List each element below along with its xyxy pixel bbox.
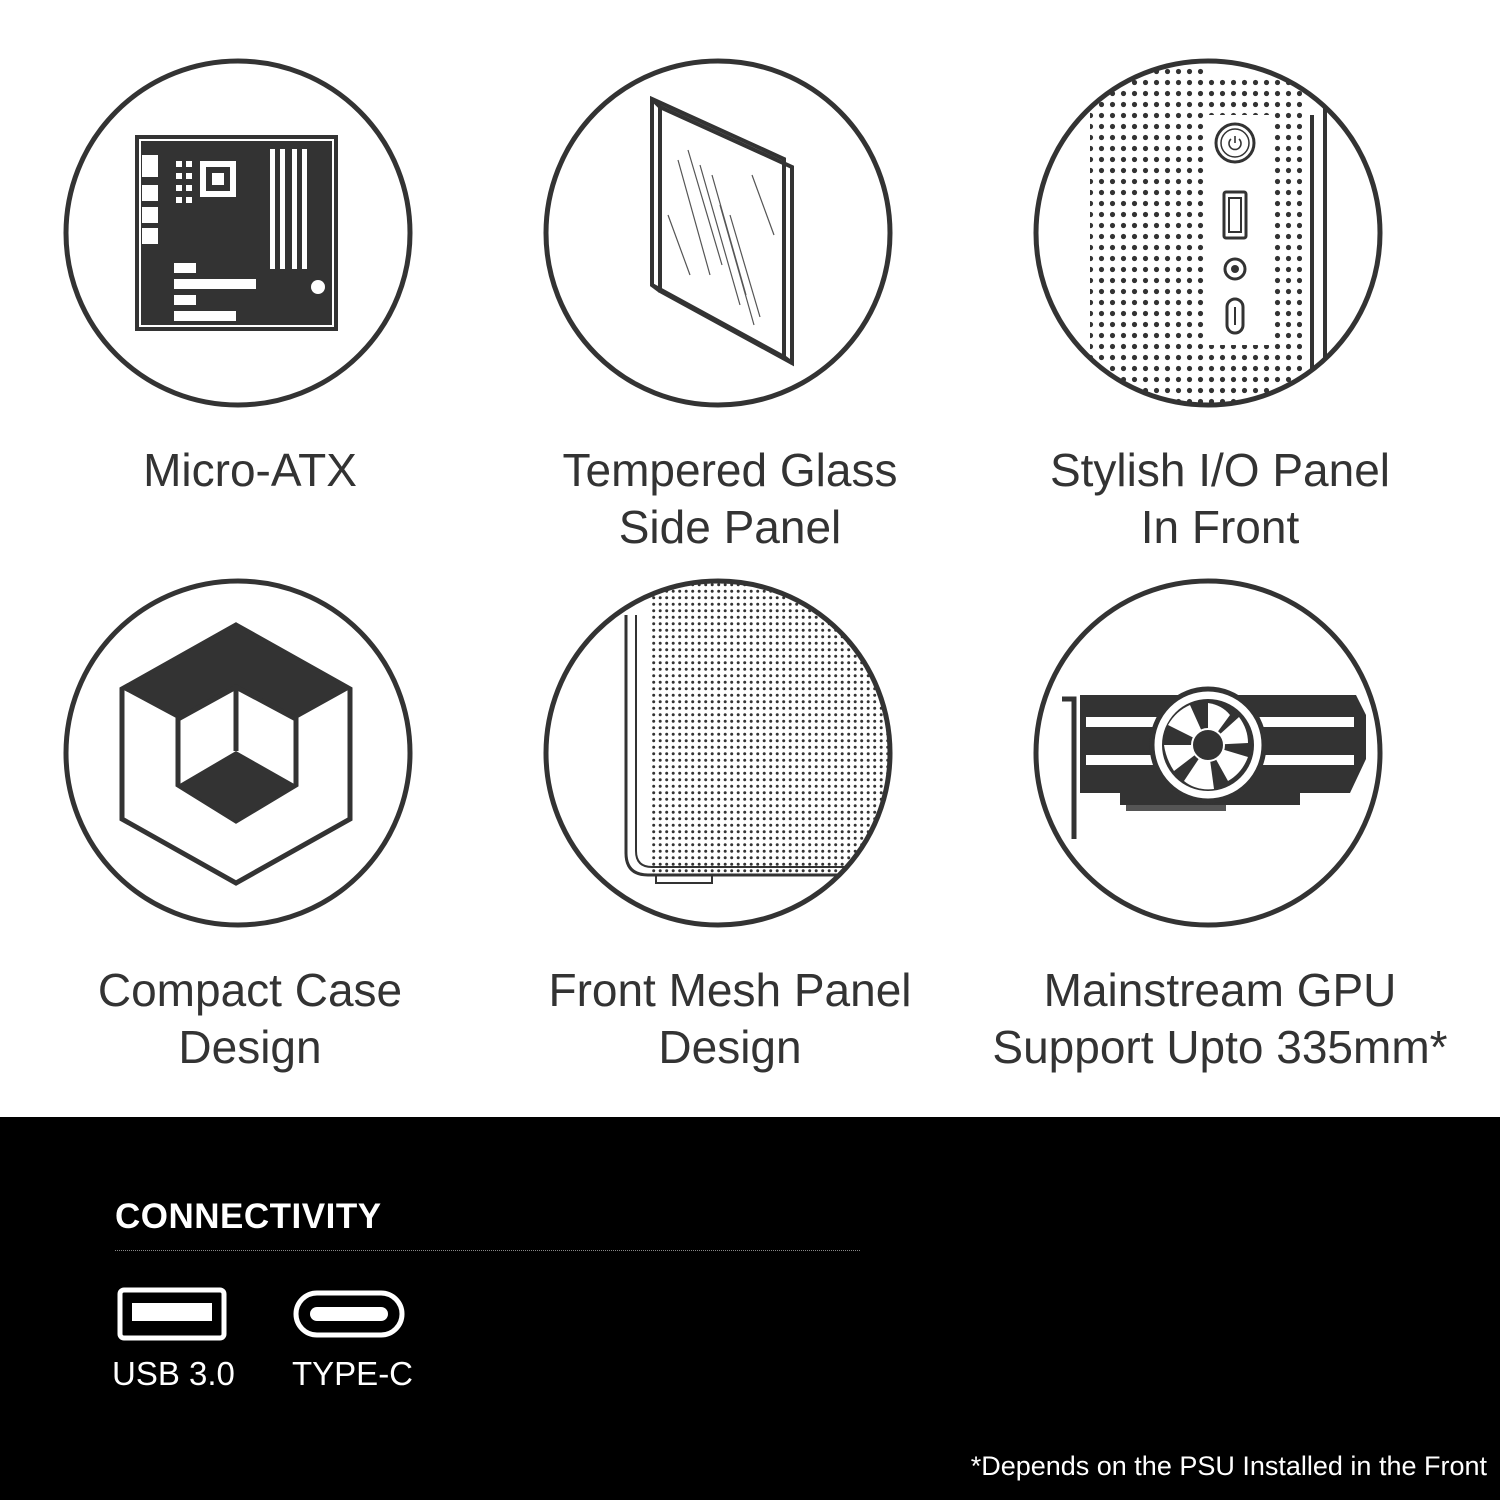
feature-label [970, 442, 1470, 556]
feature-label [0, 962, 500, 1076]
feature-label-line: Design [178, 1021, 322, 1073]
feature-label-line: In Front [1140, 501, 1300, 553]
feature-label-line: Stylish I/O Panel [1049, 444, 1391, 496]
io-panel-icon [1030, 55, 1386, 411]
connectivity-section [0, 1117, 1500, 1500]
feature-label-line: Mainstream GPU [1043, 964, 1397, 1016]
feature-label [0, 442, 500, 499]
gpu-icon [1030, 575, 1386, 931]
feature-label [480, 962, 980, 1076]
feature-label-line: Compact Case [97, 964, 403, 1016]
feature-label-line: Support Upto 335mm* [992, 1021, 1448, 1073]
connectivity-title: CONNECTIVITY [115, 1197, 382, 1236]
feature-label-line: Design [658, 1021, 802, 1073]
type-c-port-icon [292, 1287, 412, 1343]
connectivity-divider [115, 1250, 860, 1251]
feature-label-line: Side Panel [618, 501, 842, 553]
cube-icon [60, 575, 416, 931]
feature-label [480, 442, 980, 556]
glass-panel-icon [540, 55, 896, 411]
mesh-panel-icon [540, 575, 896, 931]
motherboard-icon [60, 55, 416, 411]
feature-label [970, 962, 1470, 1076]
feature-label-line: Tempered Glass [562, 444, 898, 496]
feature-label-line: Micro-ATX [143, 444, 357, 496]
footnote: *Depends on the PSU Installed in the Front [970, 1451, 1487, 1481]
port-label: USB 3.0 [112, 1355, 235, 1392]
feature-label-line: Front Mesh Panel [548, 964, 912, 1016]
usb-port-icon [112, 1287, 232, 1343]
port-label: TYPE-C [292, 1355, 414, 1392]
